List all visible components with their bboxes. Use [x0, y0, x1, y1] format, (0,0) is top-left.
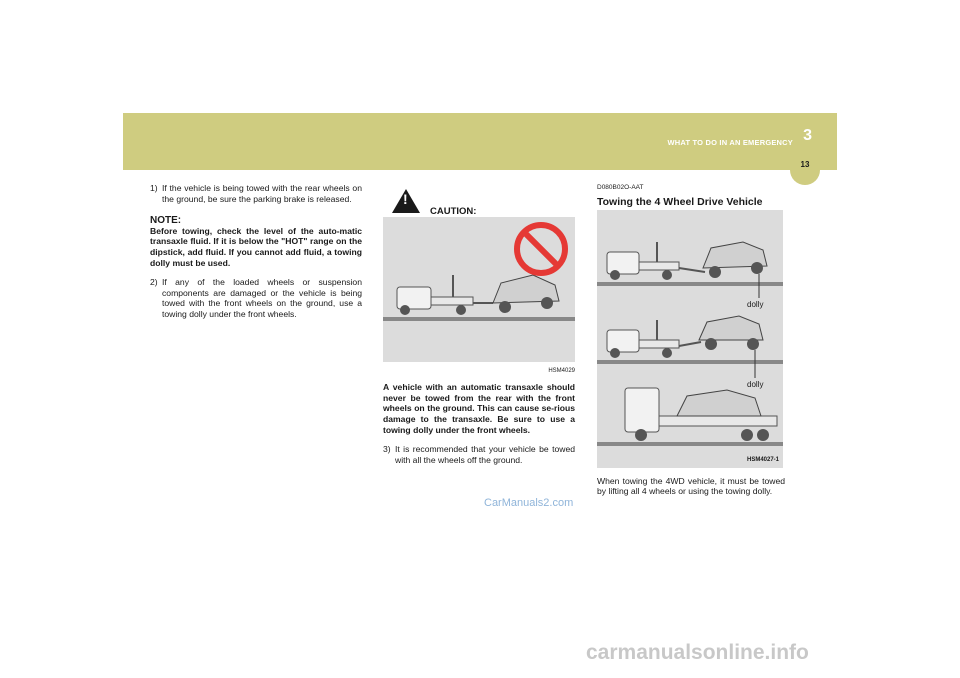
car-wheel	[747, 338, 759, 350]
car-wheel	[499, 301, 511, 313]
tow-bar	[679, 268, 705, 272]
list-item	[150, 277, 362, 320]
flatbed-wheel	[741, 429, 753, 441]
truck-bed	[431, 297, 473, 305]
flatbed-wheel	[757, 429, 769, 441]
towing-caution-illustration	[383, 217, 575, 362]
item-text: It is recommended that your vehicle be towed with all the wheels off the ground.	[395, 443, 575, 465]
item-text: If the vehicle is being towed with the rear wheels on the ground, be sure the parking brake is released.	[162, 183, 362, 204]
watermark-link[interactable]: CarManuals2.com	[484, 497, 574, 509]
car-wheel	[541, 297, 553, 309]
right-column	[597, 183, 785, 497]
flatbed-deck	[659, 416, 777, 426]
4wd-tow-methods-illustration	[597, 210, 783, 468]
item-number: 1)	[150, 183, 158, 193]
road-line	[597, 282, 783, 286]
chapter-title: WHAT TO DO IN AN EMERGENCY	[667, 138, 793, 147]
figure-code: HSM4029	[548, 368, 575, 374]
road-line	[597, 442, 783, 446]
tow-truck-prohibited-illustration	[383, 217, 575, 362]
left-column	[150, 183, 362, 328]
caution-text: A vehicle with an automatic transaxle should never be towed from the rear with the front wheels on the ground. This can cause se-rious damage to the transaxle. Be sure to use a towing dolly under the front wheels.	[383, 381, 575, 435]
note-text: Before towing, check the level of the auto-matic transaxle fluid. If it is below the "HOT" range on the dipstick, add fluid. If you cannot add fluid, a towing dolly must be used.	[150, 225, 362, 268]
note-heading: NOTE:	[150, 214, 182, 226]
car-wheel	[709, 266, 721, 278]
page-number-tab	[790, 155, 820, 185]
truck-wheel	[610, 348, 620, 358]
caution-header	[383, 183, 575, 217]
watermark-text: carmanualsonline.info	[586, 641, 809, 664]
header-band	[123, 113, 837, 170]
truck-cab	[607, 252, 639, 274]
page-number: 13	[800, 160, 810, 169]
item-text: If any of the loaded wheels or suspension components are damaged or the vehicle is being towed with the front wheels on the ground, use a towing dolly under the front wheels.	[162, 276, 362, 320]
truck-wheel	[400, 305, 410, 315]
chapter-number: 3	[803, 127, 812, 144]
list-item	[383, 444, 575, 466]
body-text: When towing the 4WD vehicle, it must be towed by lifting all 4 wheels or using the towing dolly.	[597, 475, 785, 497]
warning-triangle-icon	[392, 189, 420, 213]
road-line	[383, 317, 575, 321]
truck-wheel	[662, 270, 672, 280]
item-number: 2)	[150, 276, 158, 287]
truck-wheel	[456, 305, 466, 315]
section-heading: Towing the 4 Wheel Drive Vehicle	[597, 195, 763, 208]
prohibited-slash	[524, 232, 558, 266]
item-number: 3)	[383, 443, 391, 454]
truck-cab	[607, 330, 639, 352]
flatbed-cab	[625, 388, 659, 432]
flatbed-wheel	[635, 429, 647, 441]
dolly-label: dolly	[747, 299, 764, 309]
car-wheel	[751, 262, 763, 274]
middle-column	[383, 183, 575, 473]
truck-bed	[639, 262, 679, 270]
4wd-towing-illustration	[597, 210, 783, 468]
tow-bar	[679, 342, 701, 346]
truck-wheel	[662, 348, 672, 358]
list-item	[150, 183, 362, 205]
truck-cab	[397, 287, 431, 309]
towed-car-body	[699, 316, 763, 340]
dolly-label: dolly	[747, 379, 764, 389]
loaded-car-body	[677, 390, 761, 416]
car-wheel	[705, 338, 717, 350]
document-code: D080B02O-AAT	[597, 184, 644, 191]
truck-wheel	[610, 270, 620, 280]
warning-exclamation: !	[403, 191, 408, 207]
figure-code: HSM4027-1	[746, 456, 779, 463]
truck-bed	[639, 340, 679, 348]
caution-label: CAUTION:	[430, 206, 477, 217]
